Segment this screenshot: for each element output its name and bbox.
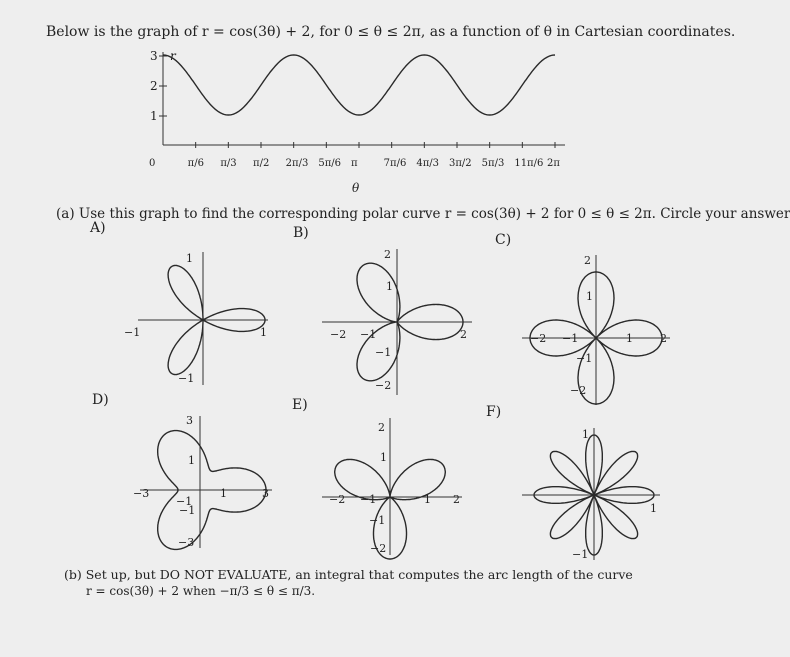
- top-graph-xtick-label: 2π: [547, 158, 560, 169]
- option-b-tick-ypos1: 1: [386, 280, 393, 293]
- top-graph-xtick-label: π/2: [253, 158, 270, 169]
- option-d-tick-yneg1: −1: [179, 504, 196, 517]
- option-d-tick-ypos1: 1: [188, 454, 195, 467]
- option-a-tick-ypos: 1: [186, 252, 193, 265]
- question-intro: Below is the graph of r = cos(3θ) + 2, for 0 ≤ θ ≤ 2π, as a function of θ in Cartesian coordinates.: [46, 24, 736, 40]
- top-graph-ytick-1: 1: [150, 109, 158, 123]
- option-e-tick-xneg1: −1: [360, 493, 377, 506]
- option-b-tick-xneg1: −1: [360, 328, 377, 341]
- option-c-graph[interactable]: [522, 254, 670, 405]
- option-c-tick-ypos1: 1: [586, 290, 593, 303]
- option-e-tick-xpos1: 1: [424, 493, 431, 506]
- top-graph-xtick-label: π/3: [220, 158, 237, 169]
- option-c-tick-xneg1: −1: [562, 332, 579, 345]
- top-graph-xtick-label: 4π/3: [416, 158, 440, 169]
- option-f-tick-yneg1: −1: [572, 548, 589, 561]
- option-c-tick-yneg2: −2: [570, 384, 587, 397]
- option-b-graph[interactable]: [322, 248, 472, 395]
- question-part-b-line2: r = cos(3θ) + 2 when −π/3 ≤ θ ≤ π/3.: [86, 584, 316, 598]
- option-e-graph[interactable]: [322, 418, 462, 559]
- option-e-tick-yneg2: −2: [370, 542, 387, 555]
- option-e-tick-yneg1: −1: [369, 514, 386, 527]
- option-c-tick-xpos2: 2: [660, 332, 667, 345]
- top-graph-xtick-label: 11π/6: [514, 158, 544, 169]
- option-a-tick-xpos: 1: [260, 326, 267, 339]
- option-d-tick-ypos3: 3: [186, 414, 193, 427]
- top-graph-xtick-label: 0: [149, 158, 156, 169]
- option-a-label[interactable]: A): [90, 220, 106, 236]
- option-e-tick-ypos1: 1: [380, 451, 387, 464]
- option-b-tick-xpos2: 2: [460, 328, 467, 341]
- option-d-graph[interactable]: [133, 414, 272, 549]
- option-c-tick-xneg2: −2: [530, 332, 547, 345]
- option-a-tick-xneg: −1: [124, 326, 141, 339]
- top-graph-xtick-label: π/6: [187, 158, 204, 169]
- top-graph-xtick-label: 3π/2: [449, 158, 472, 169]
- option-a-graph[interactable]: [124, 252, 268, 385]
- option-e-label[interactable]: E): [292, 397, 308, 413]
- option-d-tick-xneg1: −1: [176, 495, 193, 508]
- option-b-label[interactable]: B): [293, 225, 309, 241]
- top-graph-xtick-label: 2π/3: [285, 158, 309, 169]
- question-part-b: (b) Set up, but DO NOT EVALUATE, an integral that computes the arc length of the curve: [64, 567, 633, 582]
- top-graph-xtick-label: π: [351, 158, 358, 169]
- option-c-tick-xpos1: 1: [626, 332, 633, 345]
- option-c-tick-ypos2: 2: [584, 254, 591, 267]
- option-b-tick-ypos2: 2: [384, 248, 391, 261]
- top-graph-xtick-label: 5π/6: [318, 158, 342, 169]
- top-graph-xtick-label: 7π/6: [383, 158, 407, 169]
- option-e-tick-xpos2: 2: [453, 493, 460, 506]
- option-b-tick-yneg2: −2: [375, 379, 392, 392]
- top-graph-ytick-3: 3: [150, 49, 158, 63]
- option-b-tick-xneg2: −2: [330, 328, 347, 341]
- option-d-tick-yneg3: −3: [178, 536, 195, 549]
- option-c-label[interactable]: C): [495, 232, 512, 248]
- option-f-graph[interactable]: [522, 428, 660, 561]
- top-graph-xtick-label: 5π/3: [481, 158, 505, 169]
- question-part-a: (a) Use this graph to find the corresponding polar curve r = cos(3θ) + 2 for 0 ≤ θ ≤ 2π. Circle your answer: [56, 206, 790, 222]
- option-d-label[interactable]: D): [92, 392, 109, 408]
- option-e-tick-ypos2: 2: [378, 421, 385, 434]
- option-a-tick-yneg: −1: [178, 372, 195, 385]
- option-f-label[interactable]: F): [486, 404, 502, 420]
- top-graph-ytick-2: 2: [150, 79, 158, 93]
- option-e-tick-xneg2: −2: [329, 493, 346, 506]
- option-f-tick-ypos1: 1: [582, 428, 589, 441]
- option-d-tick-xneg3: −3: [133, 487, 150, 500]
- top-graph-ylabel: r: [170, 49, 176, 63]
- option-d-tick-xpos3: 3: [262, 487, 269, 500]
- option-c-tick-yneg1: −1: [576, 352, 593, 365]
- option-b-tick-yneg1: −1: [375, 346, 392, 359]
- top-graph-xlabel: θ: [352, 181, 360, 195]
- option-d-tick-xpos1: 1: [220, 487, 227, 500]
- option-f-tick-xpos1: 1: [650, 502, 657, 515]
